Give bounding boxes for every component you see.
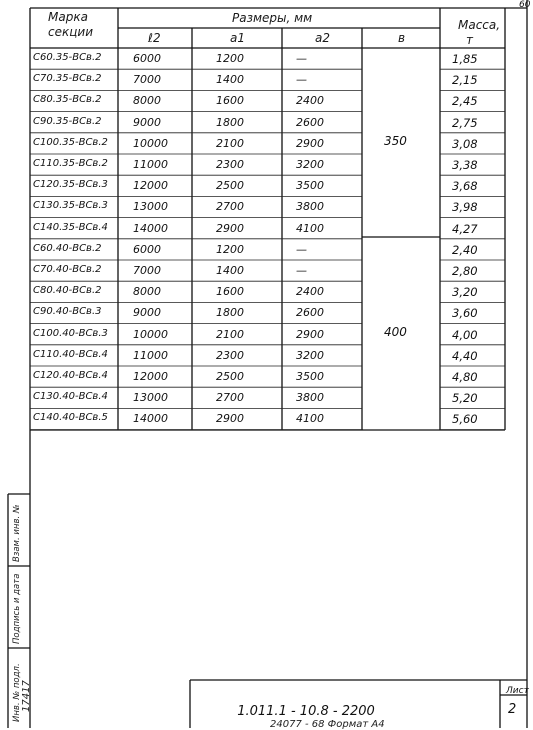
cell-a1: 2700 [216, 200, 244, 214]
header-sizes: Размеры, мм [232, 11, 313, 25]
cell-l2: 12000 [133, 370, 168, 383]
cell-a1: 2300 [216, 348, 244, 362]
cell-mark: С130.35-ВСв.3 [33, 200, 108, 212]
header-a2: a2 [315, 31, 330, 45]
cell-a2: 2600 [296, 115, 324, 129]
cell-a2: 4100 [296, 412, 324, 426]
cell-a2: — [296, 264, 307, 277]
cell-a2: 2900 [296, 136, 324, 150]
cell-mass: 2,45 [452, 94, 478, 109]
cell-mass: 3,68 [452, 179, 478, 194]
header-marka: Марка [48, 10, 88, 24]
header-a1: a1 [230, 31, 245, 45]
cell-mass: 4,40 [452, 348, 478, 363]
cell-l2: 10000 [133, 136, 168, 150]
format-note: 24077 - 68 Формат А4 [270, 719, 385, 730]
side-inv-podl: Инв. № подл. [12, 663, 22, 722]
cell-mass: 4,00 [452, 327, 478, 342]
cell-mark: С110.35-ВСв.2 [33, 158, 108, 169]
cell-a2: 2900 [296, 327, 324, 341]
cell-mark: С70.40-ВСв.2 [33, 264, 102, 275]
cell-a2: — [296, 52, 307, 65]
cell-mark: С90.40-ВСв.3 [33, 306, 102, 318]
cell-a2: — [296, 242, 307, 256]
cell-a2: 3800 [296, 200, 324, 214]
cell-mark: С100.40-ВСв.3 [33, 327, 108, 339]
side-podpis: Подпись и дата [12, 573, 22, 644]
corner-mark: 60 [519, 0, 531, 10]
cell-l2: 7000 [133, 264, 161, 277]
cell-mark: С140.40-ВСв.5 [33, 412, 108, 424]
cell-a1: 1800 [216, 115, 244, 129]
cell-l2: 13000 [133, 391, 168, 405]
cell-l2: 11000 [133, 158, 168, 171]
cell-mark: С100.35-ВСв.2 [33, 136, 108, 148]
cell-mass: 2,80 [452, 264, 478, 278]
cell-mark: С120.35-ВСв.3 [33, 179, 108, 191]
header-mass: Масса, [458, 18, 501, 32]
header-l2: ℓ2 [148, 31, 161, 45]
cell-a2: 2400 [296, 285, 324, 299]
cell-l2: 9000 [133, 115, 161, 129]
cell-mark: С70.35-ВСв.2 [33, 73, 102, 85]
cell-a1: 1200 [216, 52, 244, 65]
cell-a2: 3800 [296, 391, 324, 405]
cell-mark: С80.35-ВСв.2 [33, 94, 102, 106]
cell-mass: 4,27 [452, 221, 478, 236]
header-sekcii: секции [48, 25, 93, 39]
cell-mark: С80.40-ВСв.2 [33, 285, 102, 297]
cell-a1: 2900 [216, 412, 244, 426]
document-number: 1.011.1 - 10.8 - 2200 [237, 704, 375, 719]
side-vzam: Взам. инв. № [12, 504, 22, 562]
cell-a1: 2500 [216, 370, 244, 383]
cell-l2: 13000 [133, 200, 168, 214]
cell-a2: 2600 [296, 306, 324, 320]
cell-mark: С110.40-ВСв.4 [33, 348, 108, 360]
cell-a2: 3500 [296, 179, 324, 193]
cell-mass: 3,08 [452, 136, 478, 151]
cell-l2: 11000 [133, 348, 168, 362]
cell-a1: 2500 [216, 179, 244, 193]
cell-mass: 3,98 [452, 200, 478, 215]
cell-l2: 6000 [133, 52, 161, 65]
cell-a2: 3200 [296, 158, 324, 171]
cell-mark: С140.35-ВСв.4 [33, 221, 108, 233]
cell-mark: С130.40-ВСв.4 [33, 391, 108, 403]
cell-l2: 7000 [133, 73, 161, 87]
side-inv-value: 17417 [21, 680, 32, 712]
cell-a1: 1400 [216, 264, 244, 277]
cell-mass: 3,20 [452, 285, 478, 300]
cell-l2: 6000 [133, 242, 161, 256]
cell-l2: 8000 [133, 94, 161, 108]
cell-a1: 1600 [216, 285, 244, 299]
cell-a1: 2100 [216, 327, 244, 341]
header-mass-unit: т [466, 33, 473, 47]
cell-l2: 12000 [133, 179, 168, 193]
cell-mass: 2,40 [452, 242, 478, 257]
cell-mass: 5,60 [452, 412, 478, 427]
cell-mass: 5,20 [452, 391, 478, 406]
cell-mass: 3,60 [452, 306, 478, 321]
cell-a2: 3500 [296, 370, 324, 383]
cell-a1: 1800 [216, 306, 244, 320]
cell-a1: 2700 [216, 391, 244, 405]
cell-mass: 2,75 [452, 115, 478, 130]
sheet-label: Лист [506, 686, 529, 696]
sheet-number: 2 [508, 702, 517, 717]
cell-a2: — [296, 73, 307, 87]
cell-a1: 1600 [216, 94, 244, 108]
cell-a1: 2100 [216, 136, 244, 150]
b-group-400: 400 [384, 325, 407, 339]
cell-a1: 1400 [216, 73, 244, 87]
header-b: в [398, 31, 406, 45]
cell-a1: 2900 [216, 221, 244, 235]
cell-mass: 2,15 [452, 73, 478, 88]
cell-a1: 2300 [216, 158, 244, 171]
cell-l2: 10000 [133, 327, 168, 341]
cell-a2: 3200 [296, 348, 324, 362]
cell-mass: 4,80 [452, 370, 478, 384]
cell-l2: 14000 [133, 221, 168, 235]
cell-mass: 1,85 [452, 52, 478, 66]
cell-mark: С60.40-ВСв.2 [33, 242, 102, 254]
cell-l2: 9000 [133, 306, 161, 320]
cell-a2: 2400 [296, 94, 324, 108]
cell-a1: 1200 [216, 242, 244, 256]
cell-a2: 4100 [296, 221, 324, 235]
cell-l2: 14000 [133, 412, 168, 426]
cell-mass: 3,38 [452, 158, 478, 172]
cell-mark: С90.35-ВСв.2 [33, 115, 102, 127]
cell-mark: С120.40-ВСв.4 [33, 370, 108, 381]
b-group-350: 350 [384, 134, 407, 148]
cell-l2: 8000 [133, 285, 161, 299]
cell-mark: С60.35-ВСв.2 [33, 52, 102, 63]
